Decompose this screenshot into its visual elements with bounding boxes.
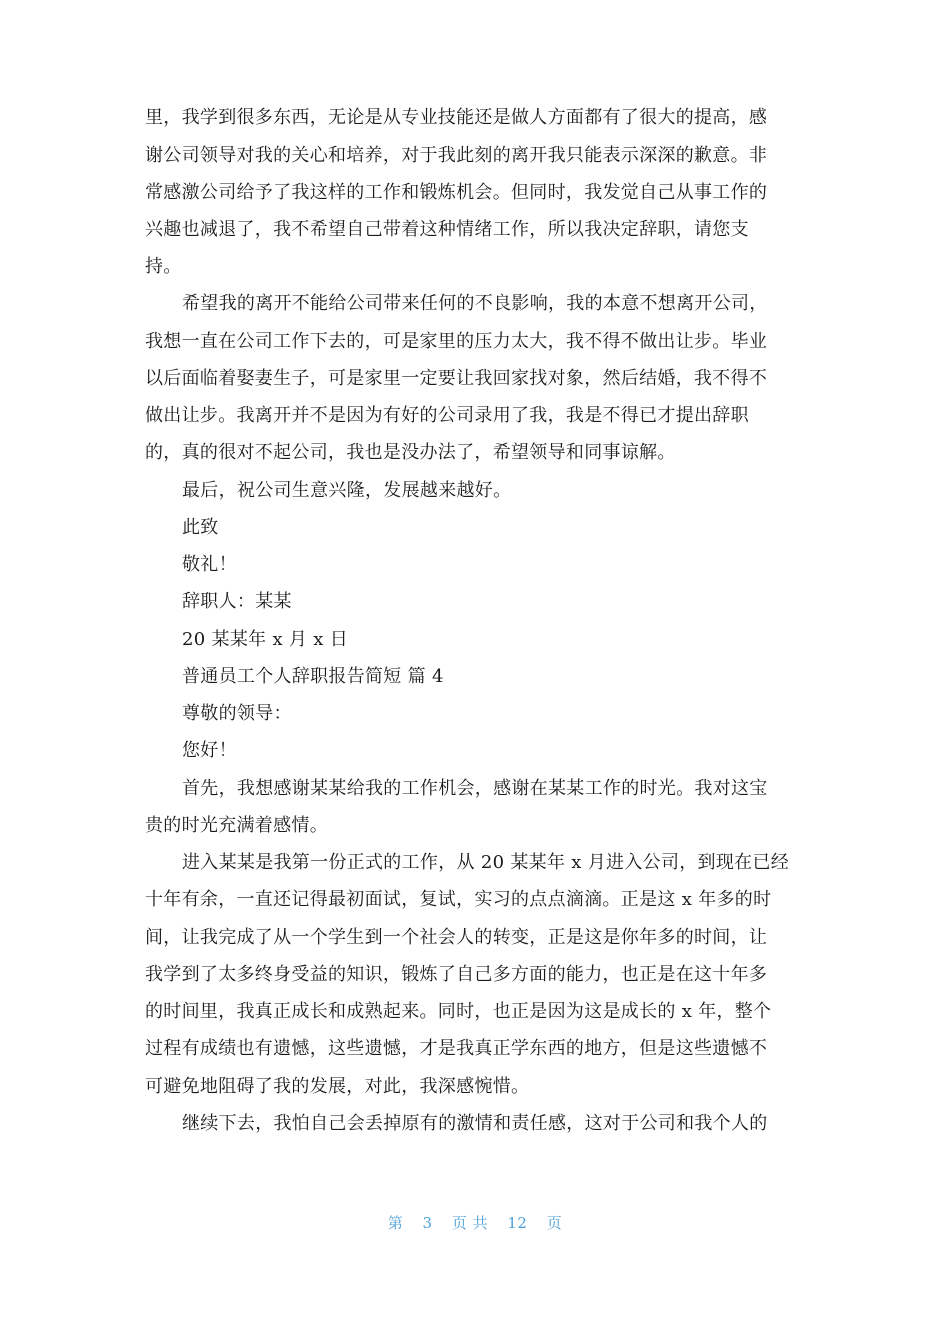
body-line: 十年有余，一直还记得最初面试，复试，实习的点点滴滴。正是这 x 年多的时 xyxy=(145,889,772,910)
body-line: 兴趣也减退了，我不希望自己带着这种情绪工作，所以我决定辞职，请您支 xyxy=(145,219,749,240)
greeting-hello: 您好！ xyxy=(182,740,237,761)
footer-of-label: 页 共 xyxy=(451,1214,489,1232)
body-line: 做出让步。我离开并不是因为有好的公司录用了我，我是不得已才提出辞职 xyxy=(145,405,749,426)
body-line: 持。 xyxy=(145,256,182,277)
date-line: 20 某某年 x 月 x 日 xyxy=(182,629,349,650)
paragraph-start: 进入某某是我第一份正式的工作，从 20 某某年 x 月进入公司，到现在已经 xyxy=(182,852,790,873)
signature-line: 辞职人：某某 xyxy=(182,591,292,612)
closing-wish: 最后，祝公司生意兴隆，发展越来越好。 xyxy=(182,480,512,501)
footer-end-label: 页 xyxy=(546,1214,563,1232)
body-line: 里，我学到很多东西，无论是从专业技能还是做人方面都有了很大的提高，感 xyxy=(145,107,768,128)
body-line: 我学到了太多终身受益的知识，锻炼了自己多方面的能力，也正是在这十年多 xyxy=(145,964,768,985)
body-line: 我想一直在公司工作下去的，可是家里的压力太大，我不得不做出让步。毕业 xyxy=(145,331,768,352)
salutation-closing: 此致 xyxy=(182,517,219,538)
footer-total-pages: 12 xyxy=(507,1214,528,1232)
body-line: 谢公司领导对我的关心和培养，对于我此刻的离开我只能表示深深的歉意。非 xyxy=(145,145,768,166)
footer-page-label: 第 xyxy=(387,1214,404,1232)
body-line: 贵的时光充满着感情。 xyxy=(145,815,328,836)
body-line: 以后面临着娶妻生子，可是家里一定要让我回家找对象，然后结婚，我不得不 xyxy=(145,368,768,389)
body-line: 的时间里，我真正成长和成熟起来。同时，也正是因为这是成长的 x 年，整个 xyxy=(145,1001,772,1022)
body-line: 可避免地阻碍了我的发展，对此，我深感惋惜。 xyxy=(145,1076,530,1097)
section-heading: 普通员工个人辞职报告简短 篇 4 xyxy=(182,666,444,687)
footer-current-page: 3 xyxy=(422,1214,433,1232)
body-line: 的，真的很对不起公司，我也是没办法了，希望领导和同事谅解。 xyxy=(145,442,676,463)
body-line: 间，让我完成了从一个学生到一个社会人的转变，正是这是你年多的时间，让 xyxy=(145,927,768,948)
salutation-respect: 敬礼！ xyxy=(182,554,237,575)
page-footer xyxy=(0,1212,950,1233)
body-line: 过程有成绩也有遗憾，这些遗憾，才是我真正学东西的地方，但是这些遗憾不 xyxy=(145,1038,768,1059)
paragraph-start: 继续下去，我怕自己会丢掉原有的激情和责任感，这对于公司和我个人的 xyxy=(182,1113,768,1134)
body-line: 常感激公司给予了我这样的工作和锻炼机会。但同时，我发觉自己从事工作的 xyxy=(145,182,768,203)
greeting-line: 尊敬的领导： xyxy=(182,703,292,724)
paragraph-start: 希望我的离开不能给公司带来任何的不良影响，我的本意不想离开公司， xyxy=(182,293,768,314)
paragraph-start: 首先，我想感谢某某给我的工作机会，感谢在某某工作的时光。我对这宝 xyxy=(182,778,768,799)
